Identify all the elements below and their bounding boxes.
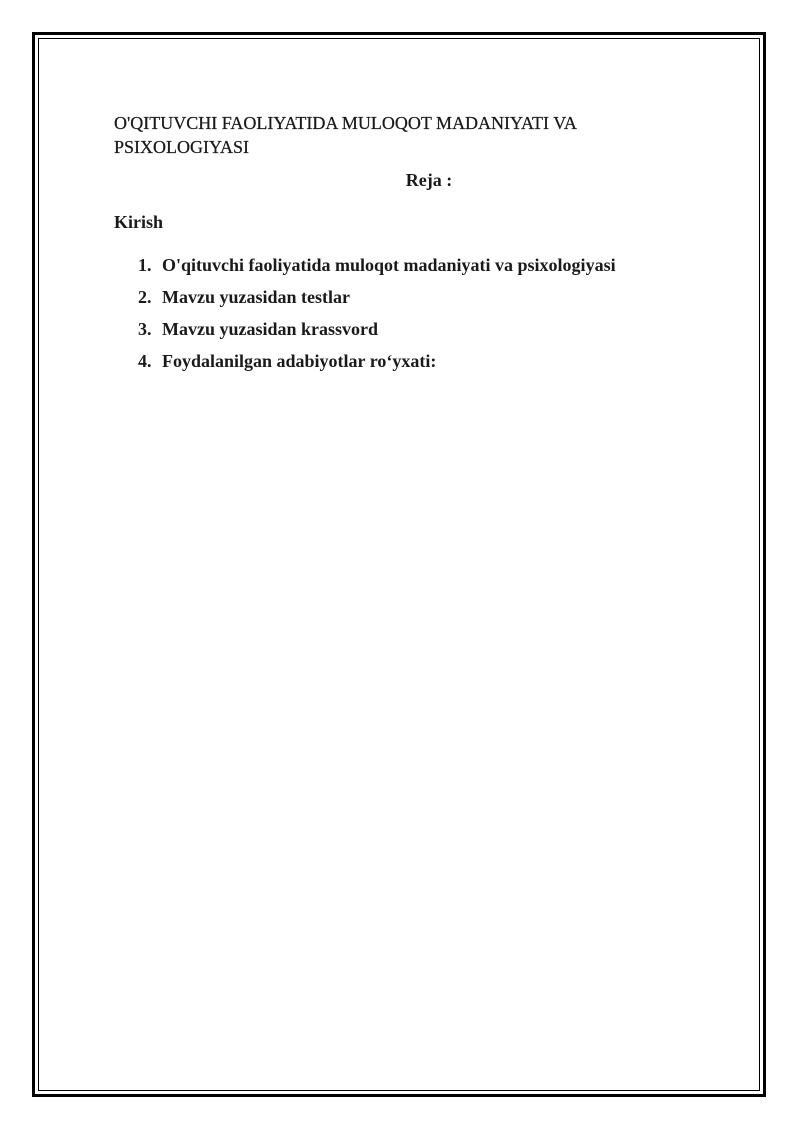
plan-item-text: Foydalanilgan adabiyotlar ro‘yxati:: [162, 351, 437, 371]
document-title: O'QITUVCHI FAOLIYATIDA MULOQOT MADANIYATI VA PSIXOLOGIYASI: [114, 113, 576, 157]
plan-item-number: 3.: [138, 319, 152, 339]
plan-item: [138, 286, 616, 318]
page-border-inner: [38, 38, 760, 1091]
plan-item: [138, 254, 616, 286]
plan-item: [138, 350, 616, 382]
plan-heading: Reja :: [405, 170, 453, 190]
plan-item-text: Mavzu yuzasidan testlar: [162, 287, 350, 307]
plan-item: [138, 318, 616, 350]
plan-item-number: 1.: [138, 255, 152, 275]
plan-list: [138, 254, 616, 382]
intro-heading: Kirish: [114, 212, 164, 232]
plan-item-number: 4.: [138, 351, 152, 371]
plan-item-text: O'qituvchi faoliyatida muloqot madaniyati va psixologiyasi: [162, 255, 616, 275]
plan-item-number: 2.: [138, 287, 152, 307]
plan-item-text: Mavzu yuzasidan krassvord: [162, 319, 379, 339]
